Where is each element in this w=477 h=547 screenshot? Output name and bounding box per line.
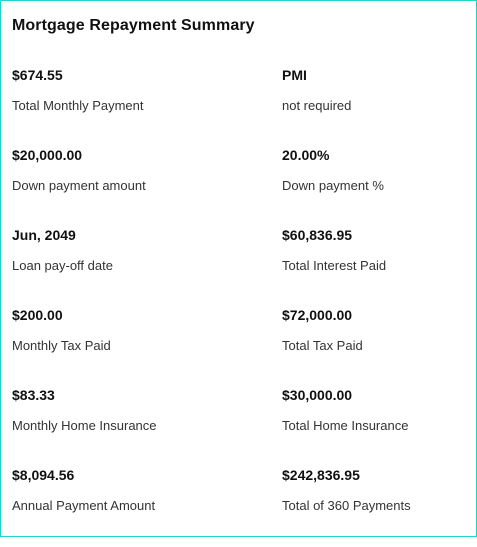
summary-value: $72,000.00 bbox=[282, 307, 353, 323]
summary-label: Total Home Insurance bbox=[282, 418, 409, 433]
summary-value: $8,094.56 bbox=[12, 467, 75, 483]
summary-label: Total Tax Paid bbox=[282, 338, 363, 353]
summary-value: $200.00 bbox=[12, 307, 63, 323]
summary-item-total-interest-paid bbox=[282, 227, 452, 307]
summary-label: not required bbox=[282, 98, 352, 113]
summary-value: $20,000.00 bbox=[12, 147, 83, 163]
summary-item-total-tax-paid bbox=[282, 307, 452, 387]
summary-label: Loan pay-off date bbox=[12, 258, 113, 273]
summary-value: $242,836.95 bbox=[282, 467, 360, 483]
summary-item-down-payment-percent bbox=[282, 147, 452, 227]
summary-label: Monthly Tax Paid bbox=[12, 338, 111, 353]
summary-label: Down payment % bbox=[282, 178, 384, 193]
summary-item-total-home-insurance bbox=[282, 387, 452, 467]
summary-label: Total of 360 Payments bbox=[282, 498, 411, 513]
summary-label: Annual Payment Amount bbox=[12, 498, 156, 513]
summary-value: $30,000.00 bbox=[282, 387, 353, 403]
summary-value: $674.55 bbox=[12, 67, 63, 83]
summary-item-total-monthly-payment bbox=[12, 67, 282, 147]
summary-value: 20.00% bbox=[282, 147, 330, 163]
summary-value: $83.33 bbox=[12, 387, 55, 403]
summary-value: Jun, 2049 bbox=[12, 227, 76, 243]
summary-item-down-payment-amount bbox=[12, 147, 282, 227]
summary-label: Total Monthly Payment bbox=[12, 98, 144, 113]
summary-value: $60,836.95 bbox=[282, 227, 353, 243]
summary-item-monthly-tax-paid bbox=[12, 307, 282, 387]
summary-item-loan-payoff-date bbox=[12, 227, 282, 307]
summary-value: PMI bbox=[282, 67, 307, 83]
summary-title: Mortgage Repayment Summary bbox=[12, 17, 255, 34]
summary-grid bbox=[12, 67, 452, 547]
summary-label: Monthly Home Insurance bbox=[12, 418, 157, 433]
summary-label: Down payment amount bbox=[12, 178, 146, 193]
summary-label: Total Interest Paid bbox=[282, 258, 387, 273]
summary-item-pmi bbox=[282, 67, 452, 147]
summary-item-annual-payment-amount bbox=[12, 467, 282, 547]
summary-item-total-payments bbox=[282, 467, 452, 547]
summary-item-monthly-home-insurance bbox=[12, 387, 282, 467]
